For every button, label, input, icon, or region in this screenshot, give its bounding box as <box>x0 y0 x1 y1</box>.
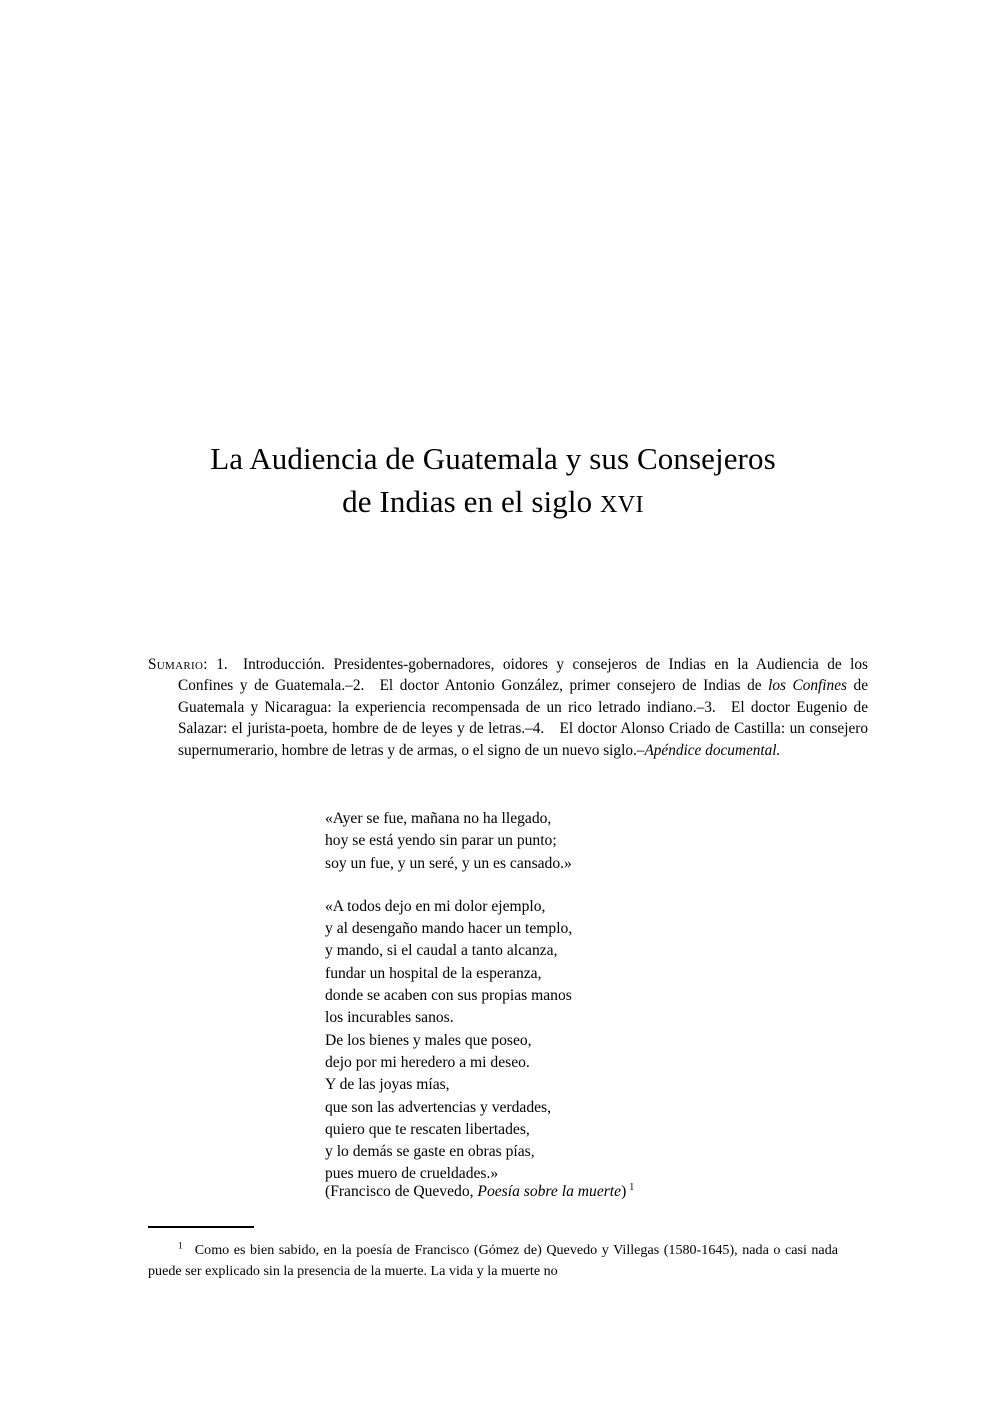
poem-epigraph <box>325 808 785 1186</box>
summary-text-part-2: de Guatemala y Nicaragua: la experiencia recompensada de un rico letrado indiano.–3. El doctor Eugenio de Salazar: el jurista-poeta, hombre de de leyes y de letras.–4. El doctor Alonso Criado de Castilla: un consejero supernumerario, hombre de letras y de armas, o el signo de un nuevo siglo.– <box>178 677 868 759</box>
poem-verse: y al desengaño mando hacer un templo, <box>325 920 573 938</box>
footnote-text: Como es bien sabido, en la poesía de Francisco (Gómez de) Quevedo y Villegas (1580-1645), nada o casi nada puede ser explicado sin la presencia de la muerte. La vida y la muerte no <box>148 1242 838 1279</box>
poem-verse: De los bienes y males que poseo, <box>325 1031 532 1049</box>
footnote-number: 1 <box>178 1241 183 1252</box>
poem-verse: y mando, si el caudal a tanto alcanza, <box>325 942 558 960</box>
poem-verse: fundar un hospital de la esperanza, <box>325 964 542 982</box>
poem-verse: «A todos dejo en mi dolor ejemplo, <box>325 897 546 915</box>
poem-stanza-2 <box>325 896 785 1186</box>
footnote-reference-marker[interactable]: 1 <box>629 1181 635 1193</box>
poem-verse: los incurables sanos. <box>325 1009 454 1027</box>
summary-italic-apendice: Apéndice documental. <box>644 741 781 759</box>
title-line-2-text: de Indias en el siglo <box>342 484 601 519</box>
summary-paragraph <box>148 654 868 761</box>
poem-attribution <box>325 1181 634 1203</box>
poem-verse: «Ayer se fue, mañana no ha llegado, <box>325 810 552 827</box>
poem-verse: hoy se está yendo sin parar un punto; <box>325 832 557 850</box>
title-line-1: La Audiencia de Guatemala y sus Consejeros <box>210 441 776 476</box>
poem-verse: que son las advertencias y verdades, <box>325 1098 552 1116</box>
poem-verse: quiero que te rescaten libertades, <box>325 1120 530 1138</box>
summary-label: Sumario: <box>148 656 208 673</box>
attribution-prefix: (Francisco de Quevedo, <box>325 1183 478 1200</box>
poem-verse: dejo por mi heredero a mi deseo. <box>325 1053 530 1071</box>
poem-verse: y lo demás se gaste en obras pías, <box>325 1143 535 1161</box>
poem-verse: soy un fue, y un seré, y un es cansado.» <box>325 854 572 872</box>
attribution-work-title: Poesía sobre la muerte <box>477 1183 622 1200</box>
poem-verse: Y de las joyas mías, <box>325 1076 450 1094</box>
title-century: XVI <box>600 492 644 518</box>
attribution-suffix: ) <box>621 1183 627 1200</box>
poem-stanza-1 <box>325 808 785 875</box>
page-title <box>148 437 838 527</box>
title-line-2 <box>148 480 838 527</box>
footnote-separator-rule <box>148 1226 254 1228</box>
summary-text-part-1: 1. Introducción. Presidentes-gobernadores, oidores y consejeros de Indias en la Audiencia de los Confines y de Guatemala.–2. El doctor Antonio González, primer consejero de Indias de <box>178 656 868 695</box>
poem-verse: donde se acaben con sus propias manos <box>325 987 572 1005</box>
footnote <box>148 1240 838 1281</box>
poem-verse: pues muero de crueldades.» <box>325 1165 499 1183</box>
summary-italic-confines: los Confines <box>768 677 847 695</box>
